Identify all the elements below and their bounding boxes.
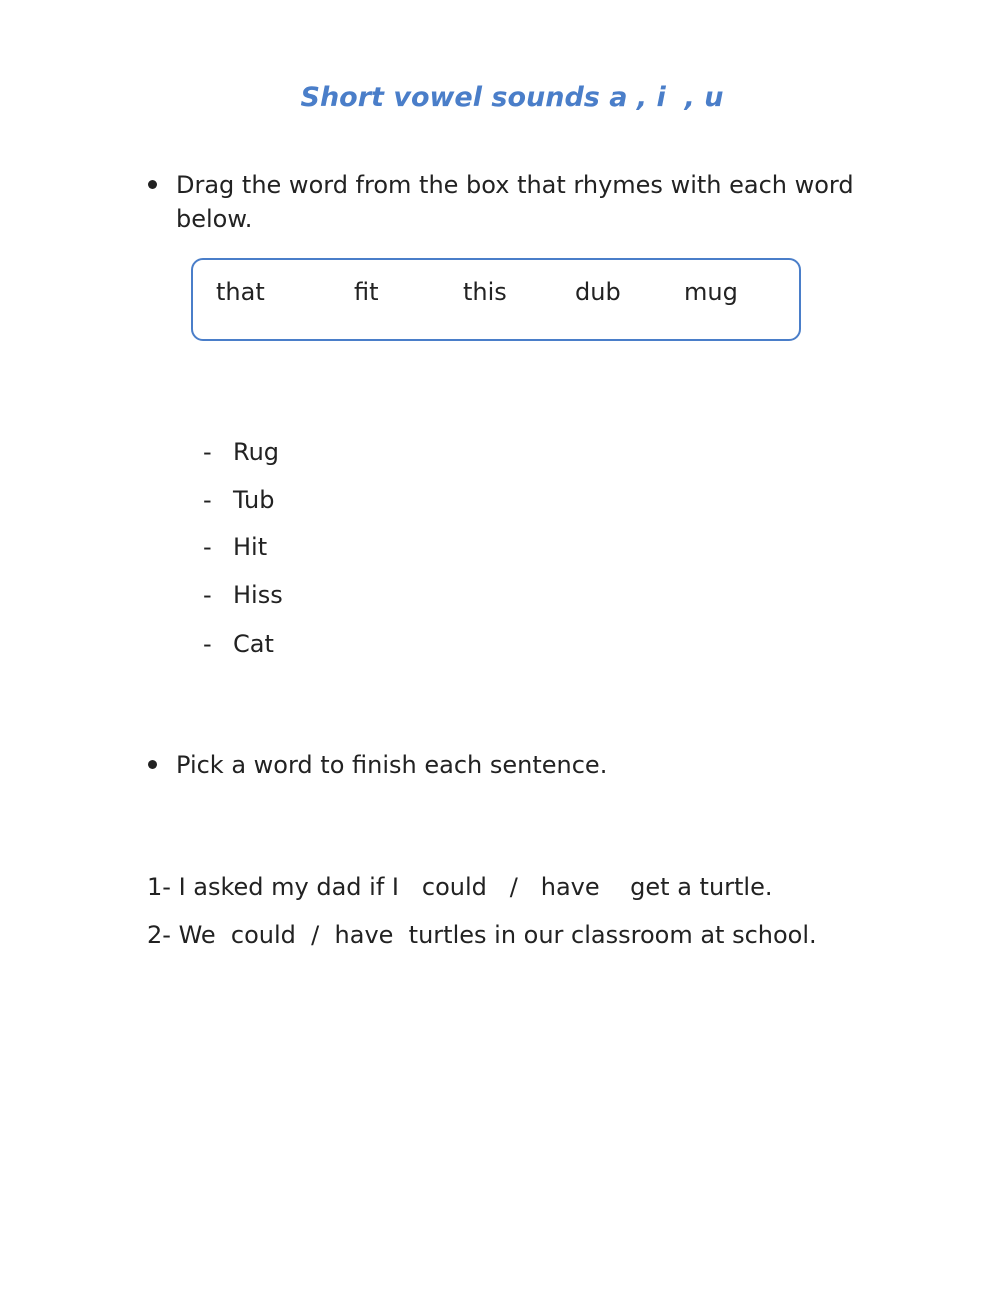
sentence-text-after: turtles in our classroom at school. xyxy=(393,921,817,949)
rhyme-target-label: Hiss xyxy=(233,581,283,609)
sentence-text-before: I asked my dad if I xyxy=(170,873,422,901)
bullet-icon xyxy=(148,180,157,189)
sentence-text-after: get a turtle. xyxy=(599,873,773,901)
choice-could-2[interactable]: could xyxy=(230,921,296,949)
word-bank-box xyxy=(191,258,801,341)
choice-have-1[interactable]: have xyxy=(540,873,600,901)
sentence-number: 2- xyxy=(147,921,171,949)
rhyme-target-label: Tub xyxy=(233,486,275,514)
rhyme-target-label: Hit xyxy=(233,533,268,561)
list-dash: - xyxy=(203,630,212,658)
choice-separator: / xyxy=(295,921,335,949)
choice-could-1[interactable]: could xyxy=(421,873,487,901)
choice-have-2[interactable]: have xyxy=(334,921,394,949)
rhyme-target-label: Cat xyxy=(233,630,274,658)
choice-separator: / xyxy=(486,873,541,901)
list-dash: - xyxy=(203,486,212,514)
list-dash: - xyxy=(203,533,212,561)
pick-instruction-text: Pick a word to finish each sentence. xyxy=(176,751,608,779)
list-dash: - xyxy=(203,581,212,609)
sentence-text-before: We xyxy=(170,921,231,949)
word-bank-item-this[interactable]: this xyxy=(463,278,507,306)
word-bank-item-mug[interactable]: mug xyxy=(684,278,738,306)
word-bank-item-fit[interactable]: fit xyxy=(354,278,379,306)
sentence-number: 1- xyxy=(147,873,171,901)
rhyme-target-label: Rug xyxy=(233,438,280,466)
worksheet-title: Short vowel sounds a , i , u xyxy=(300,82,724,113)
list-dash: - xyxy=(203,438,212,466)
sentence-2 xyxy=(147,918,817,952)
word-bank-item-dub[interactable]: dub xyxy=(575,278,621,306)
sentence-1 xyxy=(147,870,773,904)
drag-instruction-text: Drag the word from the box that rhymes with each word below. xyxy=(176,171,854,233)
word-bank-item-that[interactable]: that xyxy=(216,278,265,306)
bullet-icon xyxy=(148,760,157,769)
